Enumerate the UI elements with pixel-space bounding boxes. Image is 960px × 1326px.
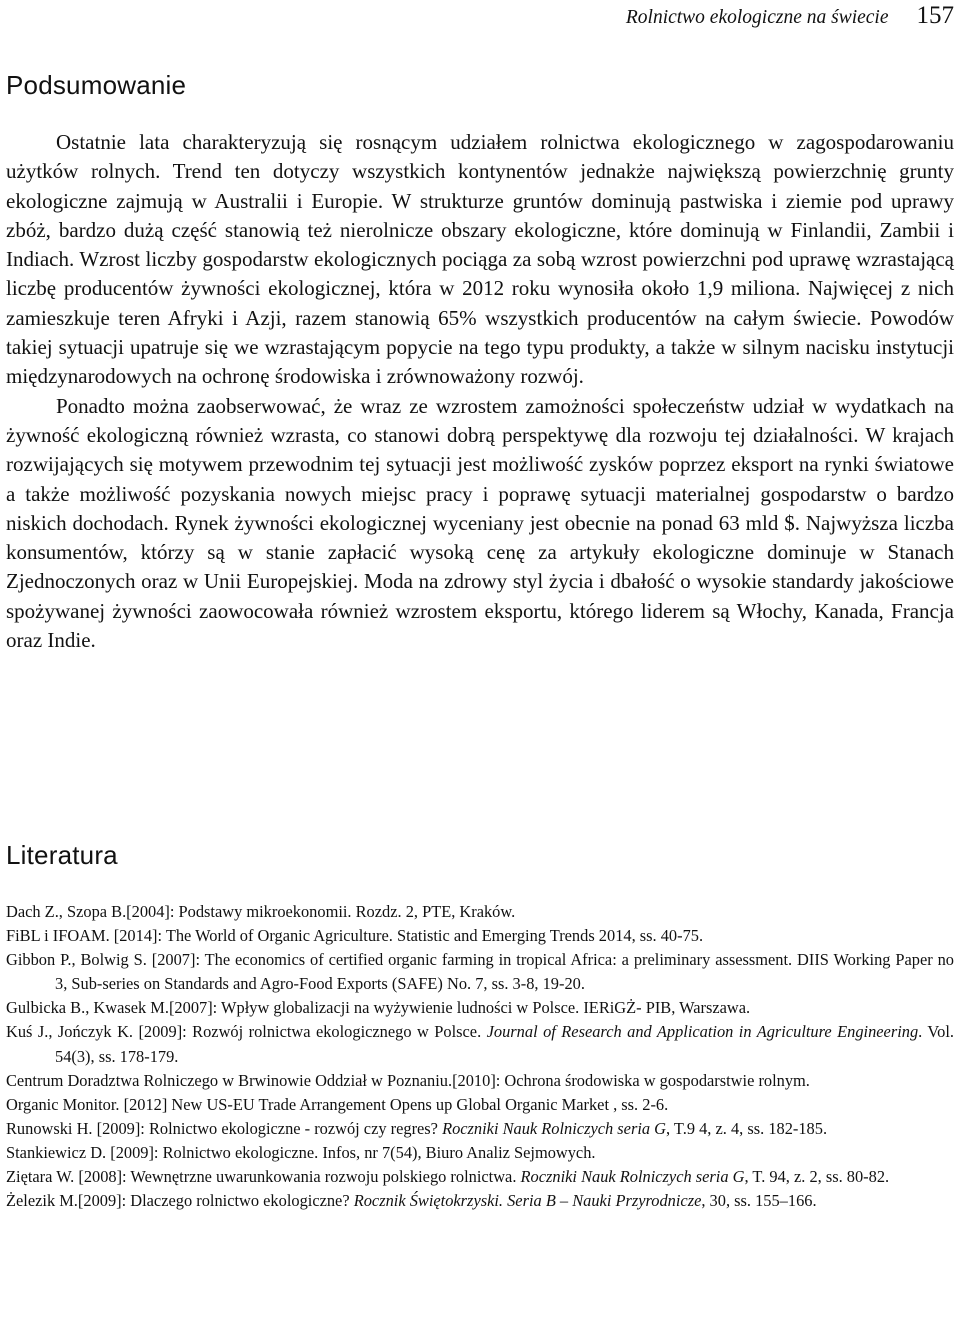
reference-item: Żelezik M.[2009]: Dlaczego rolnictwo ekologiczne? Rocznik Świętokrzyski. Seria B – Nauki Przyrodnicze, 30, ss. 155–166.	[6, 1191, 817, 1211]
reference-list	[6, 900, 954, 1213]
reference-item: Kuś J., Jończyk K. [2009]: Rozwój rolnictwa ekologicznego w Polsce. Journal of Research and Application in Agriculture Engineering. Vol. 54(3), ss. 178-179.	[6, 1022, 954, 1066]
summary-paragraph-1: Ostatnie lata charakteryzują się rosnącym udziałem rolnictwa ekologicznego w zagospodarowaniu użytków rolnych. Trend ten dotyczy wszystkich kontynentów jednakże największą powierzchnię grunty ekologiczne zajmują w Australii i Europie. W strukturze gruntów dominują pastwiska i ziemie pod uprawy zbóż, bardzo dużą część stanowią też nierolnicze obszary ekologiczne, które dominują w Finlandii, Zambii i Indiach. Wzrost liczby gospodarstw ekologicznych pociąga za sobą wzrost powierzchni pod uprawę wzrastającą liczbę producentów żywności ekologicznej, która w 2012 roku wynosiła około 1,9 miliona. Najwięcej z nich zamieszkuje teren Afryki i Azji, razem stanowią 65% wszystkich producentów na całym świecie. Powodów takiej sytuacji upatruje się we wzrastającym popycie na tego typu produkty, a także w silnym nacisku instytucji międzynarodowych na ochronę środowiska i zrównoważony rozwój.	[6, 130, 954, 389]
summary-paragraph-2: Ponadto można zaobserwować, że wraz ze wzrostem zamożności społeczeństw udział w wydatkach na żywność ekologiczną również wzrasta, co stanowi dobrą perspektywę dla rozwoju tej działalności. W krajach rozwijających się motywem przewodnim tej sytuacji jest możliwość zysków poprzez eksport na rynki światowe a także możliwość pozyskania nowych miejsc pracy i poprawę sytuacji materialnej gospodarstw o bardzo niskich dochodach. Rynek żywności ekologicznej wyceniany jest obecnie na ponad 63 mld $. Najwyższa liczba konsumentów, którzy są w stanie zapłacić wysoką cenę za artykuły ekologiczne dominuje w Stanach Zjednoczonych oraz w Unii Europejskiej. Moda na zdrowy styl życia i dbałość o wysokie standardy jakościowe spożywanej żywności zaowocowała również wzrostem eksportu, którego liderem są Włochy, Kanada, Francja oraz Indie.	[6, 393, 954, 653]
running-header	[626, 2, 954, 30]
summary-heading: Podsumowanie	[6, 70, 187, 100]
running-title: Rolnictwo ekologiczne na świecie	[625, 7, 889, 28]
reference-item: Stankiewicz D. [2009]: Rolnictwo ekologiczne. Infos, nr 7(54), Biuro Analiz Sejmowych.	[6, 1142, 596, 1162]
reference-item: Centrum Doradztwa Rolniczego w Brwinowie Oddział w Poznaniu.[2010]: Ochrona środowiska w gospodarstwie rolnym.	[6, 1070, 810, 1090]
reference-item: Ziętara W. [2008]: Wewnętrzne uwarunkowania rozwoju polskiego rolnictwa. Roczniki Nauk Rolniczych seria G, T. 94, z. 2, ss. 80-82.	[6, 1167, 890, 1187]
reference-item: Gibbon P., Bolwig S. [2007]: The economics of certified organic farming in tropical Africa: a preliminary assessment. DIIS Working Paper no 3, Sub-series on Standards and Agro-Food Exports (SAFE) No. 7, ss. 3-8, 19-20.	[6, 950, 954, 994]
reference-item: FiBL i IFOAM. [2014]: The World of Organic Agriculture. Statistic and Emerging Trends 2014, ss. 40-75.	[6, 926, 704, 946]
reference-item: Organic Monitor. [2012] New US-EU Trade Arrangement Opens up Global Organic Market , ss. 2-6.	[6, 1094, 669, 1114]
literature-heading: Literatura	[6, 840, 118, 870]
page-number: 157	[916, 2, 954, 29]
reference-item: Dach Z., Szopa B.[2004]: Podstawy mikroekonomii. Rozdz. 2, PTE, Kraków.	[6, 902, 516, 921]
reference-item: Gulbicka B., Kwasek M.[2007]: Wpływ globalizacji na wyżywienie ludności w Polsce. IERiGŻ- PIB, Warszawa.	[6, 998, 751, 1018]
reference-item: Runowski H. [2009]: Rolnictwo ekologiczne - rozwój czy regres? Roczniki Nauk Rolniczych seria G, T.9 4, z. 4, ss. 182-185.	[6, 1118, 828, 1138]
summary-body	[6, 128, 954, 655]
